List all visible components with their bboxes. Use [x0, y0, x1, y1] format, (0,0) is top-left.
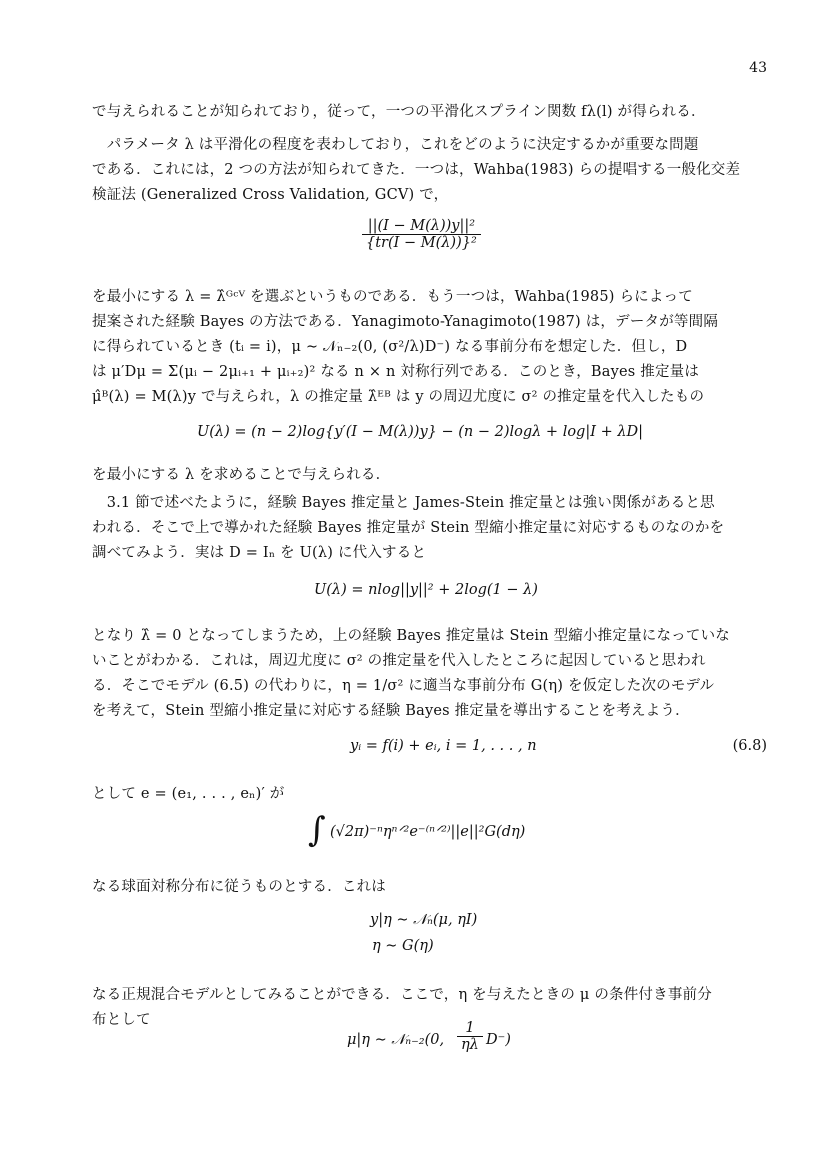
page-number: 43	[749, 60, 767, 76]
text-line: に得られているとき (tᵢ = i)，μ ∼ 𝒩ₙ₋₂(0, (σ²/λ)D⁻) なる事前分布を想定した．但し，D	[92, 339, 688, 355]
text-line: 提案された経験 Bayes の方法である．Yanagimoto-Yanagimoto(1987) は，データが等間隔	[92, 314, 719, 330]
text-line: 検証法 (Generalized Cross Validation, GCV) で，	[92, 187, 449, 203]
text-line: μ̂ᴮ(λ) = M(λ)y で与えられ，λ の推定量 λ̂ᴱᴮ は y の周辺尤度に σ² の推定量を代入したもの	[92, 389, 705, 405]
text-line: 調べてみよう．実は D = Iₙ を U(λ) に代入すると	[92, 545, 427, 561]
gcv-fraction	[362, 218, 481, 251]
equation-u-lambda: U(λ) = (n − 2)log{y′(I − M(λ))y} − (n − 2)logλ + log|I + λD|	[197, 424, 644, 440]
equation-mixture-2: η ∼ G(η)	[372, 938, 434, 954]
text-line: である．これには，2 つの方法が知られてきた．一つは，Wahba(1983) らの提唱する一般化交差	[92, 162, 741, 178]
gcv-denominator: {tr(I − M(λ))}²	[366, 235, 477, 251]
text-line: を最小にする λ を求めることで与えられる．	[92, 467, 391, 483]
equation-u-identity: U(λ) = nlog||y||² + 2log(1 − λ)	[314, 582, 538, 598]
text-line: 3.1 節で述べたように，経験 Bayes 推定量と James-Stein 推定量とは強い関係があると思	[92, 495, 715, 511]
equation-model: yᵢ = f(i) + eᵢ, i = 1, . . . , n	[350, 738, 537, 754]
prior-numerator: 1	[457, 1020, 483, 1037]
equation-number: (6.8)	[732, 738, 767, 754]
text-line: いことがわかる．これは，周辺尤度に σ² の推定量を代入したところに起因していると思われ	[92, 653, 706, 669]
text-line: は μ′Dμ = Σ(μᵢ − 2μᵢ₊₁ + μᵢ₊₂)² なる n × n 対称行列である．このとき，Bayes 推定量は	[92, 364, 700, 380]
text-line: を考えて，Stein 型縮小推定量に対応する経験 Bayes 推定量を導出することを考えよう．	[92, 703, 690, 719]
text-line: を最小にする λ = λ̂ᴳᶜⱽ を選ぶというものである．もう一つは，Wahba(1985) らによって	[92, 289, 693, 305]
text-line: となり λ̂ = 0 となってしまうため，上の経験 Bayes 推定量は Stein 型縮小推定量になっていな	[92, 628, 730, 644]
equation-prior-right: D⁻)	[486, 1032, 511, 1048]
equation-mixture-1: y|η ∼ 𝒩ₙ(μ, ηI)	[370, 912, 478, 928]
text-line: 布として	[92, 1012, 151, 1028]
text-line: われる．そこで上で導かれた経験 Bayes 推定量が Stein 型縮小推定量に対応するものなのかを	[92, 520, 725, 536]
equation-prior-left: μ|η ∼ 𝒩ₙ₋₂(0,	[347, 1032, 445, 1048]
prior-denominator: ηλ	[461, 1037, 479, 1053]
equation-spherical: (√2π)⁻ⁿηⁿᐟ²e⁻⁽ⁿᐟ²⁾||e||²G(dη)	[330, 824, 526, 840]
prior-fraction	[457, 1020, 483, 1053]
text-line: で与えられることが知られており，従って，一つの平滑化スプライン関数 fλ(l) が得られる．	[92, 104, 706, 120]
text-line: パラメータ λ は平滑化の程度を表わしており，これをどのように決定するかが重要な問題	[92, 137, 699, 153]
integral-sign: ∫	[308, 810, 326, 850]
gcv-numerator: ||(I − M(λ))y||²	[362, 218, 481, 235]
text-line: として e = (e₁, . . . , eₙ)′ が	[92, 786, 285, 802]
text-line: る．そこでモデル (6.5) の代わりに，η = 1/σ² に適当な事前分布 G(η) を仮定した次のモデル	[92, 678, 715, 694]
text-line: なる正規混合モデルとしてみることができる．ここで，η を与えたときの μ の条件付き事前分	[92, 987, 712, 1003]
text-line: なる球面対称分布に従うものとする．これは	[92, 879, 386, 895]
